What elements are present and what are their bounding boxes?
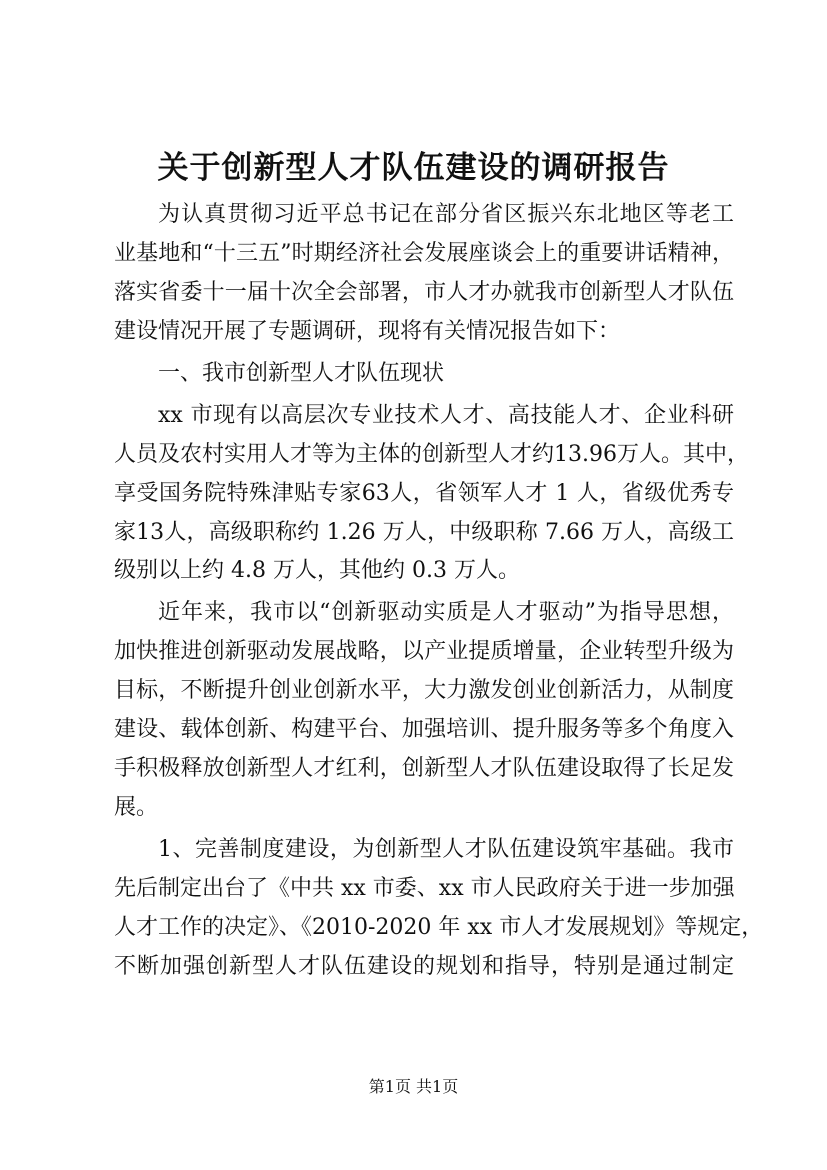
paragraph-1-line-3: 落实省委十一届十次全会部署，市人才办就我市创新型人才队伍 (114, 279, 734, 305)
paragraph-2-line-1: xx 市现有以高层次专业技术人才、高技能人才、企业科研 (158, 402, 734, 428)
paragraph-3-line-2: 加快推进创新驱动发展战略，以产业提质增量，企业转型升级为 (114, 639, 734, 665)
paragraph-3-line-3: 目标，不断提升创业创新水平，大力激发创业创新活力，从制度 (114, 678, 734, 704)
paragraph-2-line-5: 级别以上约 4.8 万人，其他约 0.3 万人。 (114, 558, 520, 584)
paragraph-2-line-2: 人员及农村实用人才等为主体的创新型人才约13.96万人。其中， (114, 441, 749, 467)
paragraph-1-line-2: 业基地和“十三五”时期经济社会发展座谈会上的重要讲话精神， (114, 240, 734, 266)
paragraph-4-line-2: 先后制定出台了《中共 xx 市委、xx 市人民政府关于进一步加强 (114, 875, 735, 901)
page-footer: 第1页 共1页 (368, 1077, 459, 1096)
paragraph-3-line-5: 手积极释放创新型人才红利，创新型人才队伍建设取得了长足发 (114, 756, 734, 782)
paragraph-1-line-1: 为认真贯彻习近平总书记在部分省区振兴东北地区等老工 (158, 202, 734, 227)
document-body (114, 196, 764, 987)
paragraph-2-line-3: 享受国务院特殊津贴专家63人，省领军人才 1 人，省级优秀专 (114, 480, 734, 506)
paragraph-3-line-4: 建设、载体创新、构建平台、加强培训、提升服务等多个角度入 (114, 717, 734, 743)
paragraph-2-line-4: 家13人，高级职称约 1.26 万人，中级职称 7.66 万人，高级工 (114, 519, 734, 545)
paragraph-3-line-1: 近年来，我市以“创新驱动实质是人才驱动”为指导思想， (158, 600, 734, 626)
paragraph-1-line-4: 建设情况开展了专题调研，现将有关情况报告如下： (114, 318, 621, 344)
paragraph-4-line-1: 1、完善制度建设，为创新型人才队伍建设筑牢基础。我市 (158, 837, 734, 862)
document-title: 关于创新型人才队伍建设的调研报告 (157, 150, 670, 186)
paragraph-4-line-4: 不断加强创新型人才队伍建设的规划和指导，特别是通过制定 (114, 953, 734, 979)
paragraph-3-line-6: 展。 (114, 794, 159, 820)
section-heading-1: 一、我市创新型人才队伍现状 (158, 360, 445, 386)
paragraph-4-line-3: 人才工作的决定》、《2010-2020 年 xx 市人才发展规划》等规定， (114, 914, 764, 940)
